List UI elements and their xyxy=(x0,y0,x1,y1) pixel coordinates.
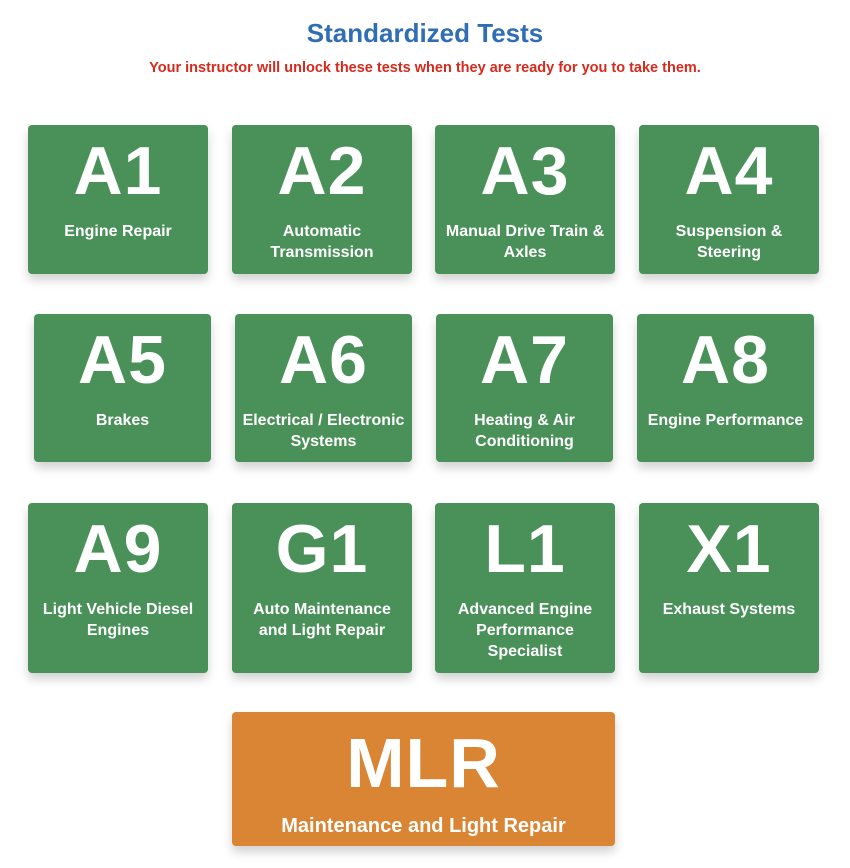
test-tile-a5[interactable] xyxy=(34,314,211,462)
test-code: A1 xyxy=(73,133,163,209)
test-name: Light Vehicle Diesel Engines xyxy=(42,601,194,639)
test-code: L1 xyxy=(484,511,566,587)
test-name: Heating & Air Conditioning xyxy=(474,412,575,450)
test-tile-a1[interactable] xyxy=(28,125,208,274)
test-code: A6 xyxy=(279,322,368,398)
test-tile-a3[interactable] xyxy=(435,125,615,274)
test-code: A2 xyxy=(277,133,367,209)
test-tile-a8[interactable] xyxy=(637,314,814,462)
test-name: Manual Drive Train & Axles xyxy=(445,223,605,261)
test-code: A7 xyxy=(480,322,569,398)
test-name: Auto Maintenance and Light Repair xyxy=(253,601,391,639)
test-tile-a9[interactable] xyxy=(28,503,208,673)
page-subtitle: Your instructor will unlock these tests when they are ready for you to take them. xyxy=(149,60,701,76)
test-tile-a2[interactable] xyxy=(232,125,412,274)
test-name: Exhaust Systems xyxy=(662,601,796,618)
test-name: Suspension & Steering xyxy=(675,223,783,261)
test-code: A5 xyxy=(78,322,167,398)
test-code: X1 xyxy=(686,511,772,587)
test-tile-x1[interactable] xyxy=(639,503,819,673)
test-name: Advanced Engine Performance Specialist xyxy=(457,601,593,660)
test-name: Engine Performance xyxy=(647,412,804,429)
test-name: Brakes xyxy=(95,412,150,429)
test-code: A3 xyxy=(480,133,570,209)
test-tile-a7[interactable] xyxy=(436,314,613,462)
test-name: Engine Repair xyxy=(64,223,172,240)
test-code: A8 xyxy=(681,322,770,398)
test-name: Automatic Transmission xyxy=(270,223,374,261)
test-tile-g1[interactable] xyxy=(232,503,412,673)
test-tile-mlr[interactable] xyxy=(232,712,615,846)
test-tile-l1[interactable] xyxy=(435,503,615,673)
test-tile-a4[interactable] xyxy=(639,125,819,274)
test-tile-a6[interactable] xyxy=(235,314,412,462)
test-code: A4 xyxy=(684,133,774,209)
test-code: A9 xyxy=(73,511,163,587)
page-title: Standardized Tests xyxy=(306,18,544,48)
test-code: G1 xyxy=(275,511,369,587)
test-name: Maintenance and Light Repair xyxy=(281,815,566,837)
test-code: MLR xyxy=(346,724,501,802)
test-name: Electrical / Electronic Systems xyxy=(242,412,405,450)
